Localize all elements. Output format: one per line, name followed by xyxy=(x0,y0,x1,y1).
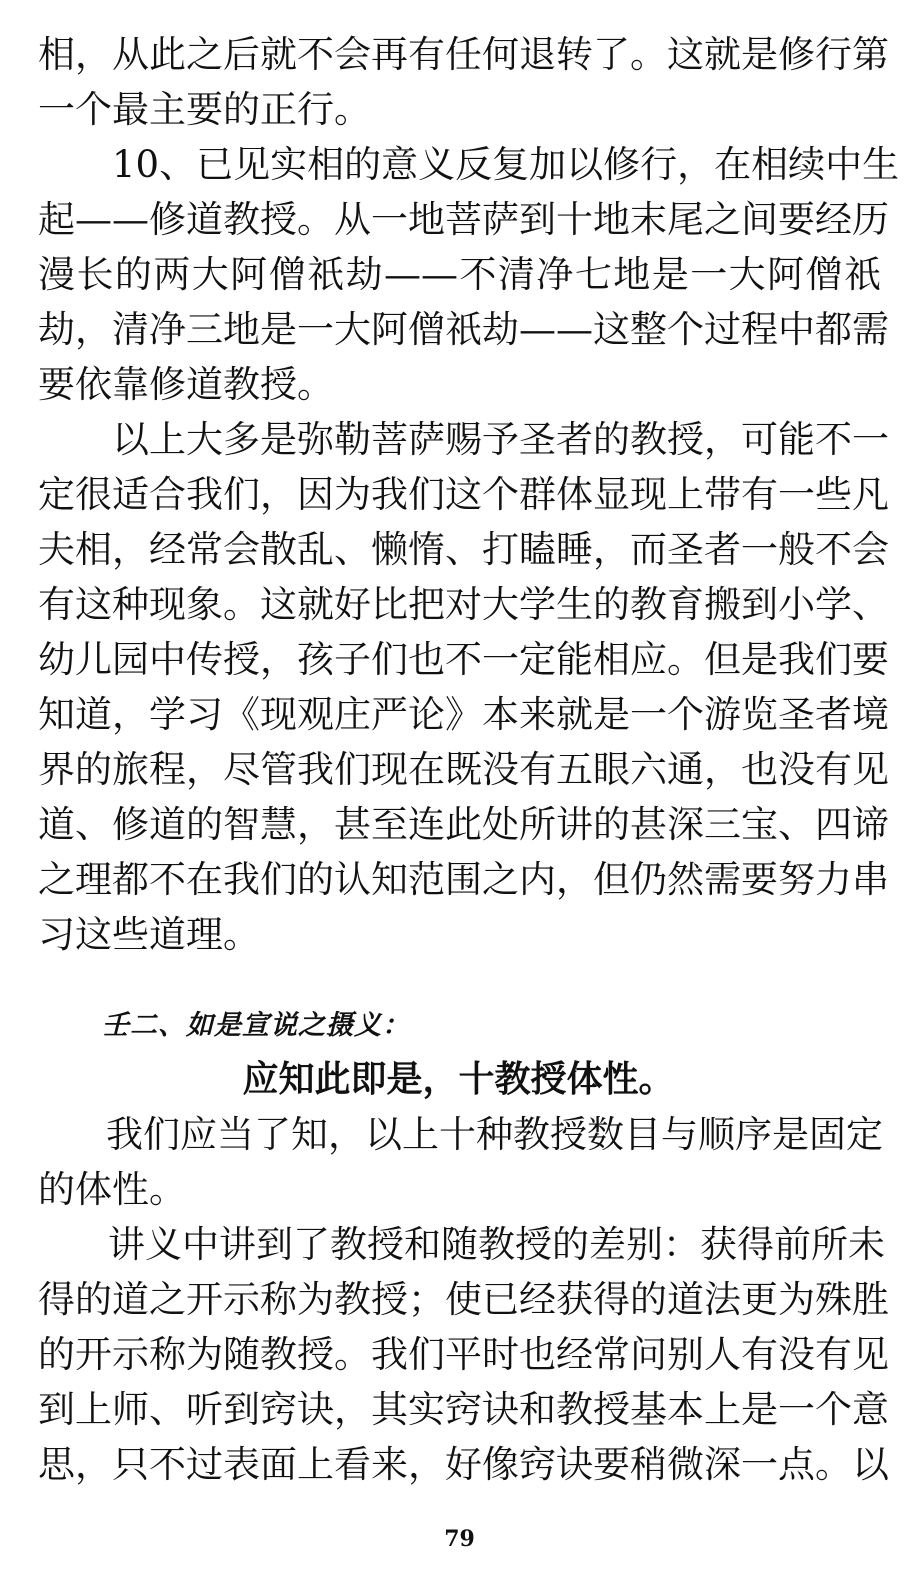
paragraph-3-line-8: 道、修道的智慧，甚至连此处所讲的甚深三宝、四谛 xyxy=(38,803,889,846)
paragraph-2-line-3: 漫长的两大阿僧祇劫——不清净七地是一大阿僧祇 xyxy=(38,253,881,296)
paragraph-3-line-3: 夫相，经常会散乱、懒惰、打瞌睡，而圣者一般不会 xyxy=(38,528,889,571)
paragraph-3-line-9: 之理都不在我们的认知范围之内，但仍然需要努力串 xyxy=(38,858,889,901)
paragraph-4-line-2: 的体性。 xyxy=(38,1168,186,1211)
paragraph-5-line-2: 得的道之开示称为教授；使已经获得的道法更为殊胜 xyxy=(38,1278,889,1321)
root-verse-text: 应知此即是，十教授体性。 xyxy=(242,1059,675,1100)
paragraph-5-line-4: 到上师、听到窍诀，其实窍诀和教授基本上是一个意 xyxy=(38,1388,889,1431)
paragraph-3-line-5: 幼儿园中传授，孩子们也不一定能相应。但是我们要 xyxy=(38,638,889,681)
paragraph-3-line-2: 定很适合我们，因为我们这个群体显现上带有一些凡 xyxy=(38,473,889,516)
root-verse xyxy=(0,1055,919,1105)
paragraph-3-line-10: 习这些道理。 xyxy=(38,913,260,956)
paragraph-5-line-3: 的开示称为随教授。我们平时也经常问别人有没有见 xyxy=(38,1333,889,1376)
paragraph-2-line-1: 10、已见实相的意义反复加以修行，在相续中生 xyxy=(112,143,900,186)
paragraph-2-line-5: 要依靠修道教授。 xyxy=(38,363,334,406)
paragraph-5-line-1: 讲义中讲到了教授和随教授的差别：获得前所未 xyxy=(108,1223,885,1266)
subsection-heading: 壬二、如是宣说之摄义： xyxy=(102,1010,410,1041)
paragraph-3-line-4: 有这种现象。这就好比把对大学生的教育搬到小学、 xyxy=(38,583,889,626)
paragraph-5-line-5: 思，只不过表面上看来，好像窍诀要稍微深一点。以 xyxy=(38,1443,889,1486)
paragraph-3-line-6: 知道，学习《现观庄严论》本来就是一个游览圣者境 xyxy=(38,693,889,736)
paragraph-2-line-2: 起——修道教授。从一地菩萨到十地末尾之间要经历 xyxy=(38,198,889,241)
paragraph-3-line-1: 以上大多是弥勒菩萨赐予圣者的教授，可能不一 xyxy=(112,418,889,461)
page-number: 79 xyxy=(444,1526,475,1552)
paragraph-2-line-4: 劫，清净三地是一大阿僧祇劫——这整个过程中都需 xyxy=(38,308,889,351)
paragraph-3-line-7: 界的旅程，尽管我们现在既没有五眼六通，也没有见 xyxy=(38,748,889,791)
paragraph-1-line-2: 一个最主要的正行。 xyxy=(38,88,371,131)
paragraph-4-line-1: 我们应当了知，以上十种教授数目与顺序是固定 xyxy=(106,1113,883,1156)
paragraph-1-line-1: 相，从此之后就不会再有任何退转了。这就是修行第 xyxy=(38,33,889,76)
